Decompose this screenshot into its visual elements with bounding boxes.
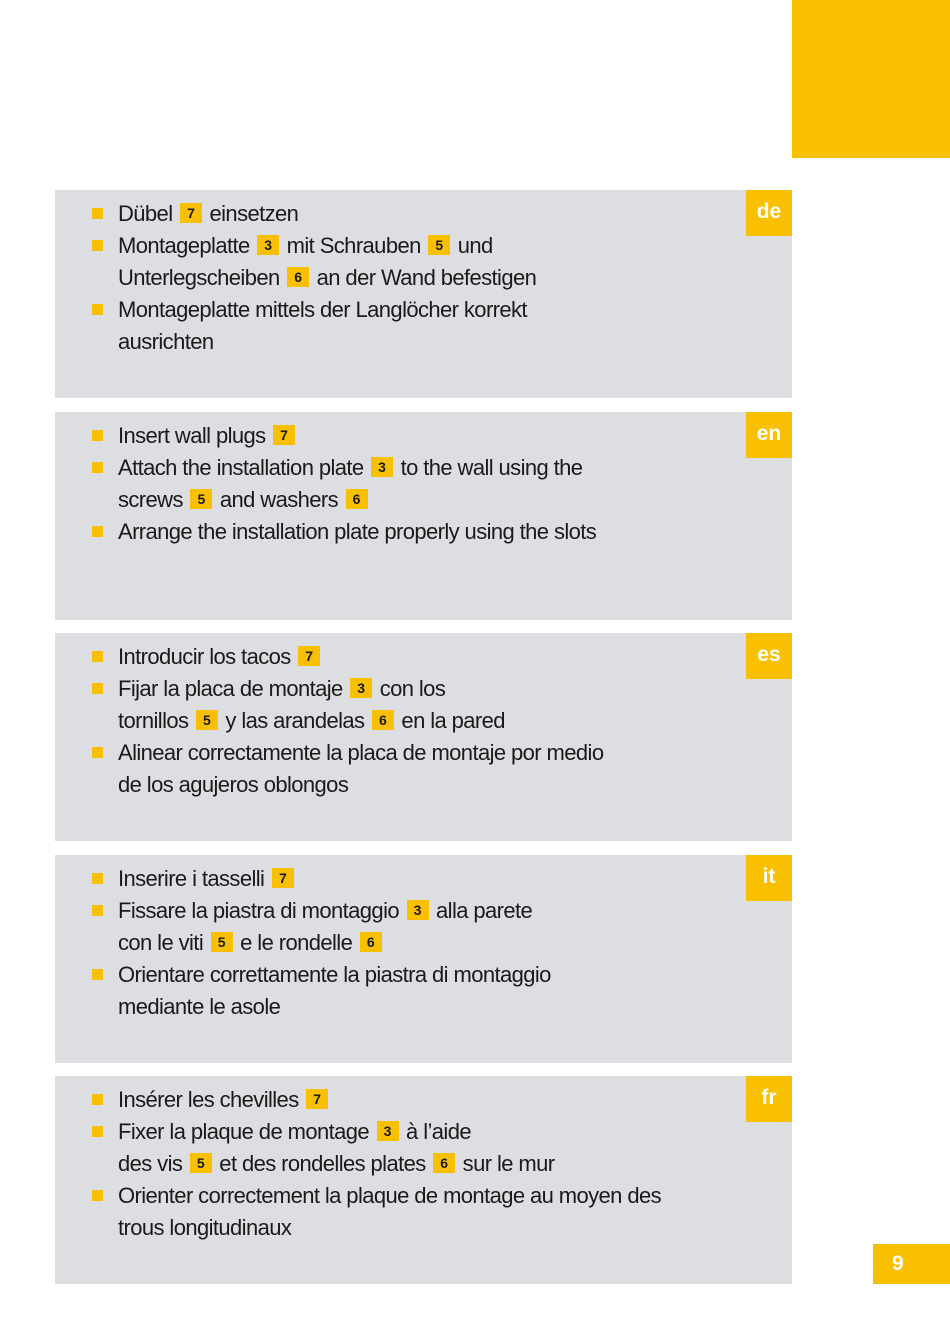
part-reference-badge: 3 — [407, 900, 429, 920]
square-bullet-icon — [92, 240, 103, 251]
part-reference-badge: 6 — [360, 932, 382, 952]
part-reference-badge: 5 — [190, 1153, 212, 1173]
part-reference-badge: 6 — [346, 489, 368, 509]
part-reference-badge: 7 — [180, 203, 202, 223]
instruction-item: Alinear correctamente la placa de montaje por medio de los agujeros oblongos — [91, 737, 731, 801]
square-bullet-icon — [92, 651, 103, 662]
part-reference-badge: 7 — [306, 1089, 328, 1109]
square-bullet-icon — [92, 462, 103, 473]
instruction-item: Introducir los tacos 7 — [91, 641, 731, 673]
square-bullet-icon — [92, 683, 103, 694]
square-bullet-icon — [92, 747, 103, 758]
section-es — [55, 633, 792, 841]
language-tab-it: it — [746, 855, 792, 901]
page-number: 9 — [873, 1244, 950, 1284]
instruction-item: Fixer la plaque de montage 3 à l’aide des vis 5 et des rondelles plates 6 sur le mur — [91, 1116, 731, 1180]
part-reference-badge: 6 — [433, 1153, 455, 1173]
square-bullet-icon — [92, 1094, 103, 1105]
instruction-list — [91, 641, 731, 801]
part-reference-badge: 7 — [272, 868, 294, 888]
section-de — [55, 190, 792, 398]
language-tab-fr: fr — [746, 1076, 792, 1122]
instruction-list — [91, 198, 731, 358]
section-it — [55, 855, 792, 1063]
instruction-list — [91, 1084, 731, 1244]
section-en — [55, 412, 792, 620]
part-reference-badge: 3 — [257, 235, 279, 255]
instruction-item: Insert wall plugs 7 — [91, 420, 731, 452]
instruction-item: Insérer les chevilles 7 — [91, 1084, 731, 1116]
instruction-list — [91, 420, 731, 548]
square-bullet-icon — [92, 430, 103, 441]
part-reference-badge: 5 — [196, 710, 218, 730]
section-fr — [55, 1076, 792, 1284]
part-reference-badge: 6 — [372, 710, 394, 730]
instruction-item: Fijar la placa de montaje 3 con los tornillos 5 y las arandelas 6 en la pared — [91, 673, 731, 737]
instruction-item: Inserire i tasselli 7 — [91, 863, 731, 895]
part-reference-badge: 3 — [350, 678, 372, 698]
part-reference-badge: 5 — [428, 235, 450, 255]
part-reference-badge: 7 — [273, 425, 295, 445]
square-bullet-icon — [92, 1126, 103, 1137]
part-reference-badge: 6 — [287, 267, 309, 287]
language-tab-de: de — [746, 190, 792, 236]
language-tab-es: es — [746, 633, 792, 679]
part-reference-badge: 3 — [377, 1121, 399, 1141]
square-bullet-icon — [92, 1190, 103, 1201]
instruction-item: Montageplatte mittels der Langlöcher korrekt ausrichten — [91, 294, 731, 358]
part-reference-badge: 7 — [298, 646, 320, 666]
square-bullet-icon — [92, 969, 103, 980]
square-bullet-icon — [92, 905, 103, 916]
corner-color-block — [792, 0, 950, 158]
square-bullet-icon — [92, 208, 103, 219]
instruction-item: Orienter correctement la plaque de montage au moyen des trous longitudinaux — [91, 1180, 731, 1244]
language-tab-en: en — [746, 412, 792, 458]
square-bullet-icon — [92, 304, 103, 315]
part-reference-badge: 5 — [211, 932, 233, 952]
instruction-item: Montageplatte 3 mit Schrauben 5 und Unterlegscheiben 6 an der Wand befestigen — [91, 230, 731, 294]
part-reference-badge: 5 — [190, 489, 212, 509]
instruction-item: Fissare la piastra di montaggio 3 alla parete con le viti 5 e le rondelle 6 — [91, 895, 731, 959]
instruction-item: Attach the installation plate 3 to the wall using the screws 5 and washers 6 — [91, 452, 731, 516]
square-bullet-icon — [92, 526, 103, 537]
part-reference-badge: 3 — [371, 457, 393, 477]
instruction-item: Dübel 7 einsetzen — [91, 198, 731, 230]
instruction-item: Orientare correttamente la piastra di montaggio mediante le asole — [91, 959, 731, 1023]
instruction-list — [91, 863, 731, 1023]
instruction-item: Arrange the installation plate properly using the slots — [91, 516, 731, 548]
square-bullet-icon — [92, 873, 103, 884]
